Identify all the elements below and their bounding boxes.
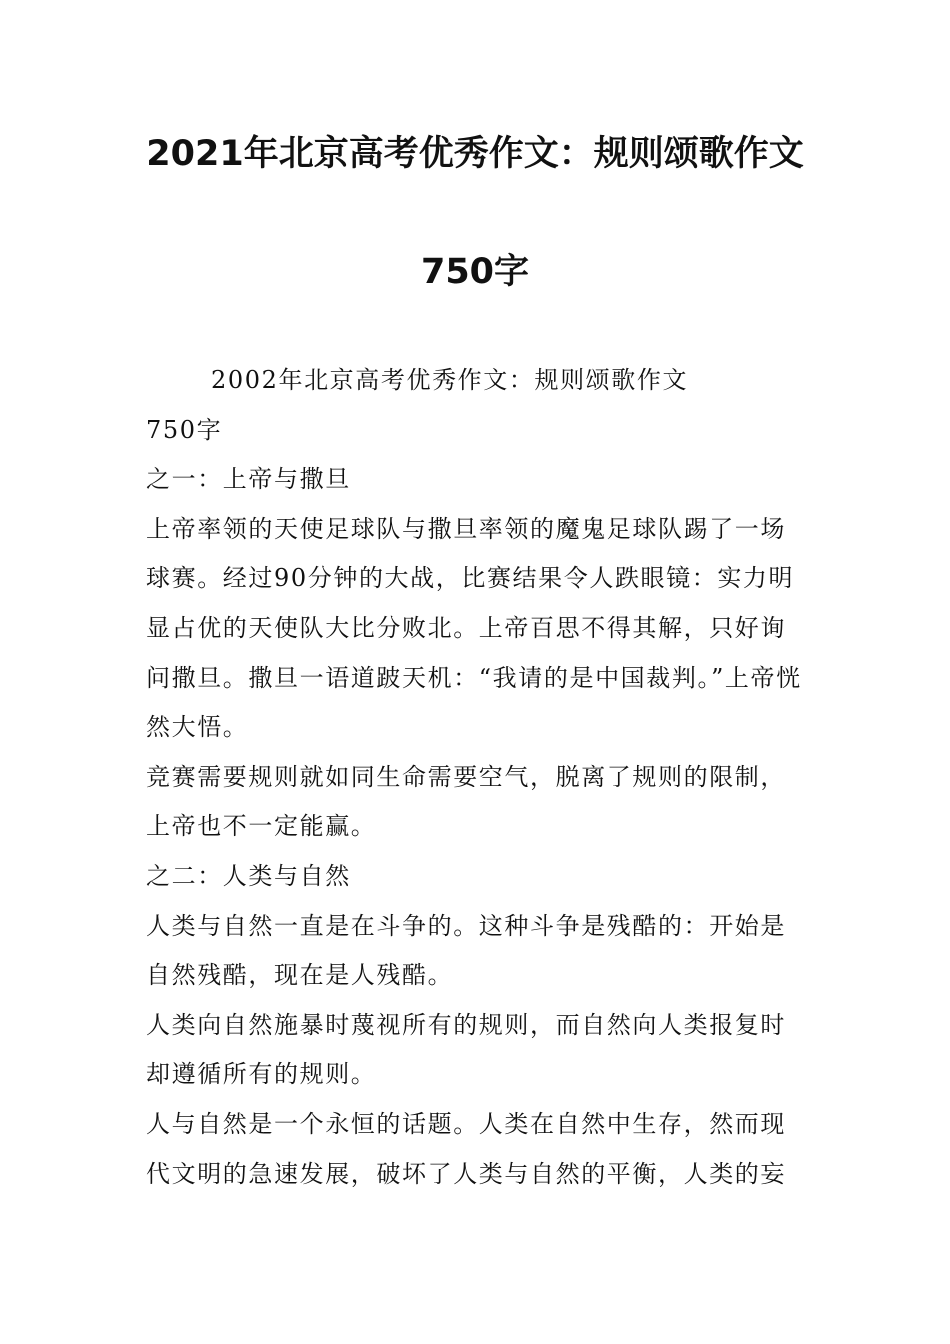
document-title-line-2: 750字 <box>420 252 530 292</box>
section-1-heading: 之一：上帝与撒旦 <box>146 465 351 494</box>
document-title-line-1: 2021年北京高考优秀作文：规则颂歌作文 <box>146 134 804 174</box>
section-2-paragraph-3: 人与自然是一个永恒的话题。人类在自然中生存，然而现代文明的急速发展，破坏了人类与自然的平衡，人类的妄 <box>146 1109 786 1188</box>
section-2-paragraph-1: 人类与自然一直是在斗争的。这种斗争是残酷的：开始是自然残酷，现在是人残酷。 <box>146 911 786 990</box>
word-count: 750字 <box>146 415 223 444</box>
document-body <box>146 356 810 1199</box>
section-2-heading: 之二：人类与自然 <box>146 861 351 890</box>
subtitle: 2002年北京高考优秀作文：规则颂歌作文 <box>211 366 689 394</box>
section-1-paragraph-2: 竞赛需要规则就如同生命需要空气，脱离了规则的限制，上帝也不一定能赢。 <box>146 762 786 841</box>
section-2-paragraph-2: 人类向自然施暴时蔑视所有的规则，而自然向人类报复时却遵循所有的规则。 <box>146 1010 786 1089</box>
section-1-paragraph-1: 上帝率领的天使足球队与撒旦率领的魔鬼足球队踢了一场球赛。经过90分钟的大战，比赛结果令人跌眼镜：实力明显占优的天使队大比分败北。上帝百思不得其解，只好询问撒旦。撒旦一语道跛天机：“我请的是中国裁判。”上帝恍然大悟。 <box>146 514 802 742</box>
